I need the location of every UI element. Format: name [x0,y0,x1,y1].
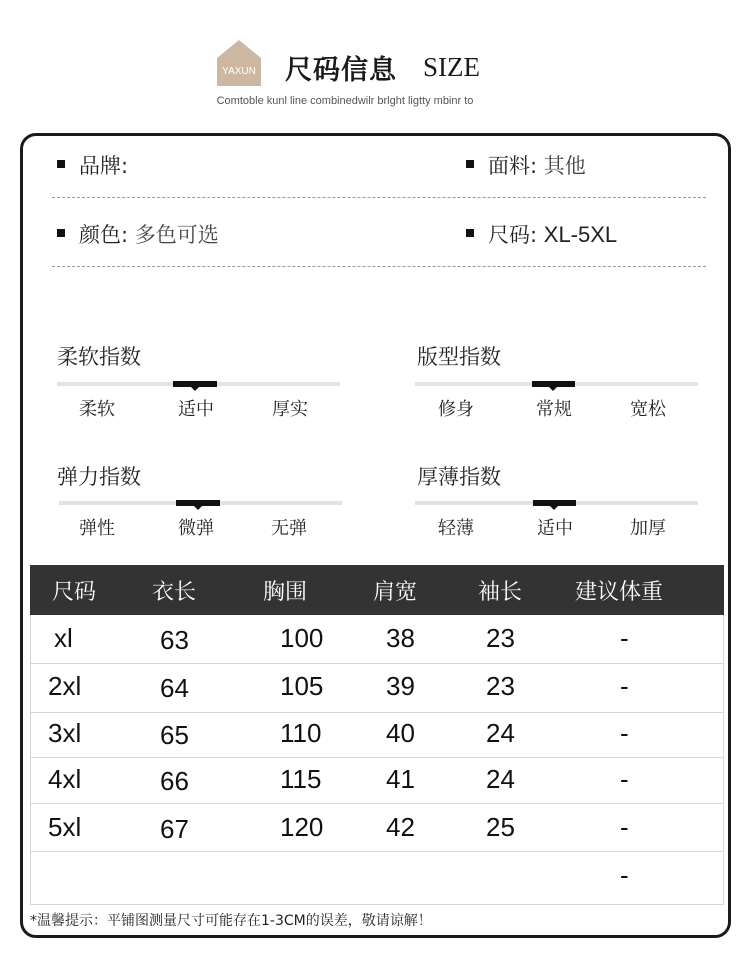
elasticity-option-1: 弹性 [79,518,115,539]
table-cell-sleeve: 24 [486,718,515,748]
info-fabric [466,150,586,180]
table-header-sleeve: 袖长 [478,580,523,605]
marker-notch-icon [549,387,557,391]
table-cell-size: 5xl [48,812,82,842]
table-cell-sleeve: 23 [486,623,515,653]
elasticity-option-3: 无弹 [271,518,307,539]
table-row-divider [30,904,724,905]
table-cell-chest: 110 [280,718,322,748]
table-cell-chest: 100 [280,623,324,653]
info-color [57,219,219,249]
fabric-value: 其他 [543,154,586,178]
fabric-label: 面料: [488,154,538,178]
table-cell-chest: 115 [280,764,322,794]
size-value: XL-5XL [543,222,618,247]
softness-option-3: 厚实 [272,399,308,420]
page-title-en: SIZE [423,52,480,82]
table-header-length: 衣长 [152,580,197,605]
table-row-divider [30,803,724,804]
table-cell-sleeve: 23 [486,671,515,701]
table-cell-shoulder: 38 [386,623,415,653]
bullet-icon [466,160,474,168]
size-label: 尺码: [488,223,538,247]
thickness-index-title: 厚薄指数 [417,465,501,489]
elasticity-index-title: 弹力指数 [57,465,141,489]
table-cell-size: 2xl [48,671,82,701]
marker-notch-icon [191,387,199,391]
brand-logo [215,38,263,88]
table-cell-length: 66 [160,766,189,796]
table-cell-weight: - [620,860,629,890]
table-cell-shoulder: 39 [386,671,415,701]
table-header-shoulder: 肩宽 [373,580,418,605]
measurement-note: *温馨提示：平铺图测量尺寸可能存在1-3CM的误差，敬请谅解！ [30,913,432,929]
table-cell-weight: - [620,718,629,748]
table-row-divider [30,757,724,758]
page-title: 尺码信息 [285,55,397,86]
table-border-right [723,615,724,905]
info-brand [57,150,128,180]
table-border-left [30,615,31,905]
table-cell-length: 63 [160,625,189,655]
table-cell-shoulder: 42 [386,812,415,842]
table-row-divider [30,851,724,852]
bullet-icon [57,229,65,237]
brand-label: 品牌: [79,154,129,178]
table-header-size: 尺码 [52,580,97,605]
table-row-divider [30,712,724,713]
page-subtitle: Comtoble kunl line combinedwilr brlght ligtty mbinr to [216,95,474,107]
color-label: 颜色: [79,223,129,247]
info-size [466,219,617,249]
marker-notch-icon [550,506,558,510]
thickness-option-1: 轻薄 [438,518,474,539]
logo-text: YAXUN [222,66,256,77]
table-cell-length: 64 [160,673,189,703]
marker-notch-icon [194,506,202,510]
softness-option-1: 柔软 [79,399,115,420]
table-cell-sleeve: 25 [486,812,515,842]
thickness-option-2: 适中 [537,518,573,539]
table-cell-length: 67 [160,814,189,844]
divider [52,197,706,198]
bullet-icon [466,229,474,237]
table-header-chest: 胸围 [263,580,308,605]
table-cell-shoulder: 40 [386,718,415,748]
fit-option-2: 常规 [536,399,572,420]
table-cell-weight: - [620,623,629,653]
table-cell-size: 3xl [48,718,82,748]
table-cell-weight: - [620,812,629,842]
table-cell-chest: 120 [280,812,324,842]
softness-option-2: 适中 [178,399,214,420]
thickness-option-3: 加厚 [630,518,666,539]
table-cell-shoulder: 41 [386,764,415,794]
bullet-icon [57,160,65,168]
fit-option-1: 修身 [438,399,474,420]
table-cell-sleeve: 24 [486,764,515,794]
elasticity-option-2: 微弹 [178,518,214,539]
table-cell-weight: - [620,671,629,701]
table-cell-weight: - [620,764,629,794]
table-row-divider [30,663,724,664]
fit-option-3: 宽松 [630,399,666,420]
table-cell-size: xl [54,623,73,653]
fit-index-title: 版型指数 [417,345,501,369]
table-header-weight: 建议体重 [575,580,664,605]
table-cell-chest: 105 [280,671,324,701]
table-cell-length: 65 [160,720,189,750]
divider [52,266,706,267]
softness-index-title: 柔软指数 [57,345,141,369]
table-cell-size: 4xl [48,764,82,794]
color-value: 多色可选 [134,223,219,247]
